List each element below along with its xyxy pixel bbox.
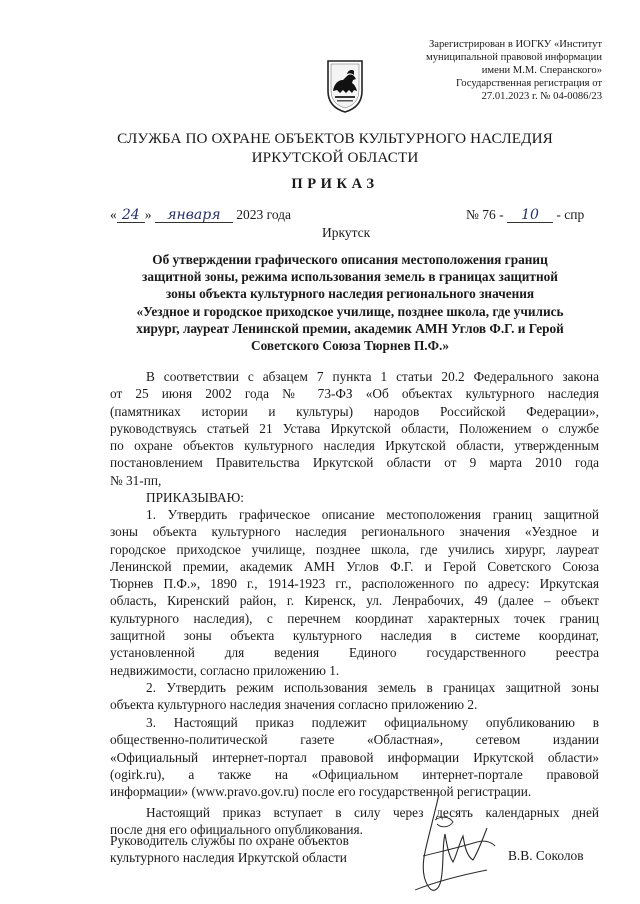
order-title: ПРИКАЗ: [291, 176, 379, 192]
text-line: установленной для ведения Единого государственного реестра: [110, 645, 599, 661]
text-line: В соответствии с абзацем 7 пункта 1 статьи 20.2 Федерального закона: [146, 369, 599, 384]
date-close-quote: »: [144, 207, 152, 222]
subject-line: зоны объекта культурного наследия регионального значения: [165, 286, 535, 302]
date-month: января: [155, 208, 233, 223]
position-line: культурного наследия Иркутской области: [110, 850, 347, 866]
text-line: руководствуясь статьей 21 Устава Иркутской области, Положением о службе: [110, 420, 599, 436]
text-line: постановлением Правительства Иркутской области от 9 марта 2010 года: [110, 455, 599, 471]
text-line: культурного наследия), с перечнем координат характерных точек границ: [110, 610, 599, 626]
text-line: городское приходское училище, позднее школа, где учились хирург, лауреат: [110, 541, 599, 557]
text-line: Ленинской премии, академик АМН Углов Ф.Г. и Герой Советского Союза: [110, 558, 599, 574]
registration-stamp: [380, 38, 602, 103]
position-line: Руководитель службы по охране объектов: [110, 833, 349, 848]
subject-line: Об утверждении графического описания местоположения границ: [152, 252, 548, 267]
item-3-paragraph: [110, 714, 599, 800]
item-1-paragraph: [110, 506, 599, 679]
text-line: Тюрнев П.Ф.», 1890 г., 1914-1923 гг., расположенного по адресу: Иркутская: [110, 576, 599, 592]
registration-line: имени М.М. Сперанского»: [481, 65, 602, 77]
text-line: «Официальный интернет-портал правовой информации Иркутской области»: [110, 749, 599, 765]
registration-line: Зарегистрирован в ИОГКУ «Институт: [428, 39, 602, 50]
preamble-paragraph: [110, 368, 599, 506]
registration-line: 27.01.2023 г. № 04-0086/23: [481, 91, 602, 103]
date-open-quote: «: [110, 207, 117, 222]
text-line: (памятниках истории и культуры) народов Российской Федерации»,: [110, 403, 599, 419]
agency-name: [60, 129, 610, 167]
order-subject: [100, 251, 600, 354]
registration-line: Государственная регистрация от: [456, 78, 602, 90]
number-handwritten: 10: [507, 208, 553, 223]
handwritten-signature-icon: [395, 790, 500, 900]
text-line: от 25 июня 2002 года № 73-ФЗ «Об объектах культурного наследия: [110, 386, 599, 402]
text-line: 1. Утвердить графическое описание местоположения границ защитной: [146, 507, 599, 522]
irkutsk-coat-of-arms-icon: [325, 57, 365, 115]
subject-line: «Уездное и городское приходское училище, позднее школа, где учились: [136, 303, 564, 319]
text-line: общественно-политической газете «Областная», сетевом издании: [110, 732, 599, 748]
date-year: 2023 года: [236, 207, 292, 222]
item-2-paragraph: [110, 679, 599, 714]
text-line: после дня его официального опубликования.: [110, 822, 363, 838]
registration-line: муниципальной правовой информации: [426, 52, 602, 64]
text-line: 2. Утвердить режим использования земель в границах защитной зоны: [146, 680, 599, 695]
text-line: защитной зоны объекта культурного наследия в системе координат,: [110, 628, 599, 644]
signatory-position: [110, 832, 349, 867]
text-line: (ogirk.ru), а также на «Официальном интернет-портале правовой: [110, 766, 599, 782]
subject-line: Советского Союза Тюрнев П.Ф.»: [250, 338, 450, 354]
text-line: Настоящий приказ вступает в силу через десять календарных дней: [146, 805, 599, 820]
number-prefix: № 76 -: [466, 207, 504, 222]
text-line: № 31-пп,: [110, 472, 162, 488]
order-date: [110, 207, 291, 223]
subject-line: защитной зоны, режима использования земель в границах защитной: [142, 269, 558, 285]
number-suffix: - спр: [556, 207, 585, 222]
subject-line: хирург, лауреат Ленинской премии, академик АМН Углов Ф.Г. и Герой: [136, 320, 564, 336]
text-line: область, Киренский район, г. Киренск, ул. Ленрабочих, 49 (далее – объект: [110, 593, 599, 609]
text-line: 3. Настоящий приказ подлежит официальному опубликованию в: [146, 715, 599, 730]
text-line: зоны объекта культурного наследия регионального значения «Уездное и: [110, 524, 599, 540]
text-line: информации» (www.pravo.gov.ru) после его государственной регистрации.: [110, 784, 532, 800]
agency-line: СЛУЖБА ПО ОХРАНЕ ОБЪЕКТОВ КУЛЬТУРНОГО НАСЛЕДИЯ: [117, 130, 553, 147]
date-day: 24: [117, 208, 145, 223]
text-line: объекта культурного наследия значения согласно приложению 2.: [110, 697, 478, 713]
signatory-name: В.В. Соколов: [508, 848, 584, 863]
city: Иркутск: [322, 225, 371, 240]
agency-line: ИРКУТСКОЙ ОБЛАСТИ: [251, 149, 419, 166]
text-line: по охране объектов культурного наследия Иркутской области, утвержденным: [110, 438, 599, 454]
order-number: [466, 207, 584, 223]
text-line: недвижимости, согласно приложению 1.: [110, 662, 340, 678]
order-word: ПРИКАЗЫВАЮ:: [146, 490, 244, 506]
